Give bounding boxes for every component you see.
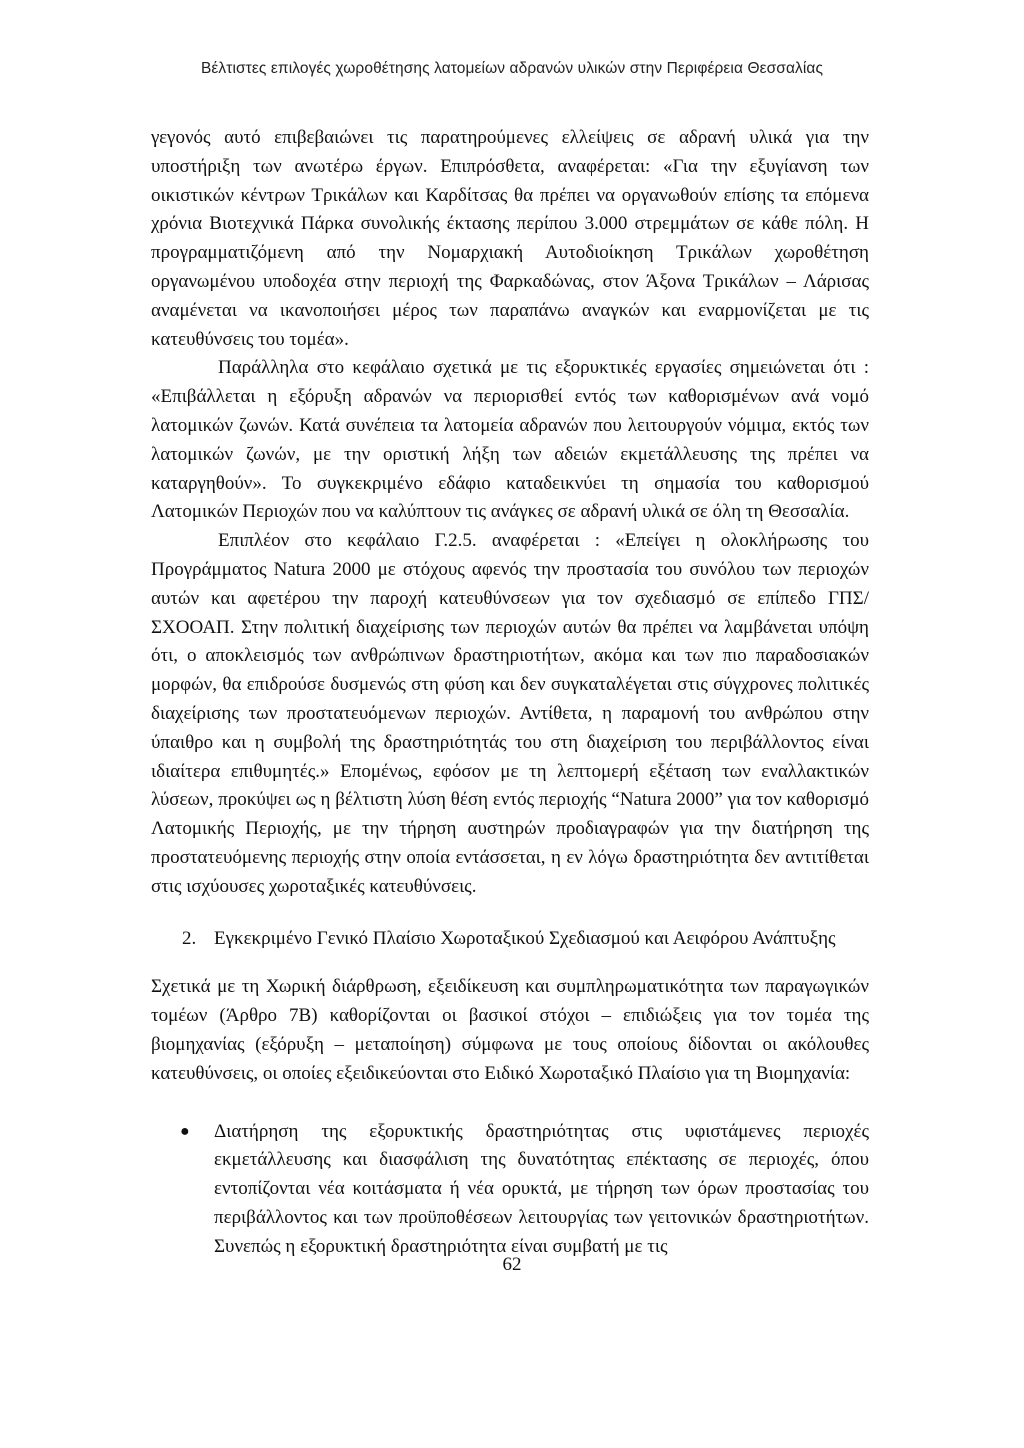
paragraph: Σχετικά με τη Χωρική διάρθρωση, εξειδίκευση και συμπληρωματικότητα των παραγωγικών τομέων (Άρθρο 7Β) καθορίζονται οι βασικοί στόχοι – επιδιώξεις για τον τομέα της βιομηχανίας (εξόρυξη – μεταποίηση) σύμφωνα με τους οποίους δίδονται οι ακόλουθες κατευθύνσεις, οι οποίες εξειδικεύονται στο Ειδικό Χωροταξικό Πλαίσιο για τη Βιομηχανία:	[151, 976, 869, 1084]
paragraph: γεγονός αυτό επιβεβαιώνει τις παρατηρούμενες ελλείψεις σε αδρανή υλικά για την υποστήριξη των ανωτέρω έργων. Επιπρόσθετα, αναφέρεται: «Για την εξυγίανση των οικιστικών κέντρων Τρικάλων και Καρδίτσας θα πρέπει να οργανωθούν επίσης τα επόμενα χρόνια Βιοτεχνικά Πάρκα συνολικής έκτασης περίπου 3.000 στρεμμάτων σε κάθε πόλη. Η προγραμματιζόμενη από την Νομαρχιακή Αυτοδιοίκηση Τρικάλων χωροθέτηση οργανωμένου υποδοχέα στην περιοχή της Φαρκαδώνας, στον Άξονα Τρικάλων – Λάρισας αναμένεται να ικανοποιήσει μέρος των παραπάνω αναγκών και εναρμονίζεται με τις κατευθύνσεις του τομέα».	[151, 127, 869, 350]
running-header: Βέλτιστες επιλογές χωροθέτησης λατομείων αδρανών υλικών στην Περιφέρεια Θεσσαλίας	[200, 60, 824, 77]
page-content	[151, 124, 869, 1261]
paragraph: Επιπλέον στο κεφάλαιο Γ.2.5. αναφέρεται : «Επείγει η ολοκλήρωσης του Προγράμματος Natura 2000 με στόχους αφενός την προστασία του συνόλου των περιοχών αυτών και αφετέρου την παροχή κατευθύνσεων για τον σχεδιασμό σε επίπεδο ΓΠΣ/ΣΧΟΟΑΠ. Στην πολιτική διαχείρισης των περιοχών αυτών θα πρέπει να λαμβάνεται υπόψη ότι, ο αποκλεισμός των ανθρώπινων δραστηριοτήτων, ακόμα και των πιο παραδοσιακών μορφών, θα επιδρούσε δυσμενώς στη φύση και δεν συγκαταλέγεται στις σύγχρονες πολιτικές διαχείρισης των προστατευόμενων περιοχών. Αντίθετα, η παραμονή του ανθρώπου στην ύπαιθρο και η συμβολή της δραστηριότητάς του στη διαχείριση του περιβάλλοντος είναι ιδιαίτερα επιθυμητές.» Επομένως, εφόσον με τη λεπτομερή εξέταση των εναλλακτικών λύσεων, προκύψει ως η βέλτιστη λύση θέση εντός περιοχής “Natura 2000” για τον καθορισμό Λατομικής Περιοχής, με την τήρηση αυστηρών προδιαγραφών για την διατήρηση της προστατευόμενης περιοχής στην οποία εντάσσεται, η εν λόγω δραστηριότητα δεν αντιτίθεται στις ισχύουσες χωροταξικές κατευθύνσεις.	[151, 530, 869, 897]
section-title: Εγκεκριμένο Γενικό Πλαίσιο Χωροταξικού Σχεδιασμού και Αειφόρου Ανάπτυξης	[214, 927, 836, 949]
section-heading	[151, 925, 869, 954]
bullet-icon: ●	[180, 1122, 190, 1140]
paragraph: Παράλληλα στο κεφάλαιο σχετικά με τις εξορυκτικές εργασίες σημειώνεται ότι : «Επιβάλλεται η εξόρυξη αδρανών να περιορισθεί εντός των καθορισμένων ανά νομό λατομικών ζωνών. Κατά συνέπεια τα λατομεία αδρανών που λειτουργούν νόμιμα, εκτός των λατομικών ζωνών, με την οριστική λήξη των αδειών εκμετάλλευσης της πρέπει να καταργηθούν». Το συγκεκριμένο εδάφιο καταδεικνύει τη σημασία του καθορισμού Λατομικών Περιοχών που να καλύπτουν τις ανάγκες σε αδρανή υλικά σε όλη τη Θεσσαλία.	[151, 357, 869, 523]
section-number: 2.	[182, 927, 197, 949]
page-number: 62	[502, 1254, 522, 1275]
list-item-text: Διατήρηση της εξορυκτικής δραστηριότητας στις υφιστάμενες περιοχές εκμετάλλευσης και διασφάλιση της δυνατότητας επέκτασης σε περιοχές, όπου εντοπίζονται νέα κοιτάσματα ή νέα ορυκτά, με τήρηση των όρων προστασίας του περιβάλλοντος και των προϋποθέσεων λειτουργίας των γειτονικών δραστηριοτήτων. Συνεπώς η εξορυκτική δραστηριότητα είναι συμβατή με τις	[214, 1120, 869, 1257]
list-item	[151, 1118, 869, 1262]
